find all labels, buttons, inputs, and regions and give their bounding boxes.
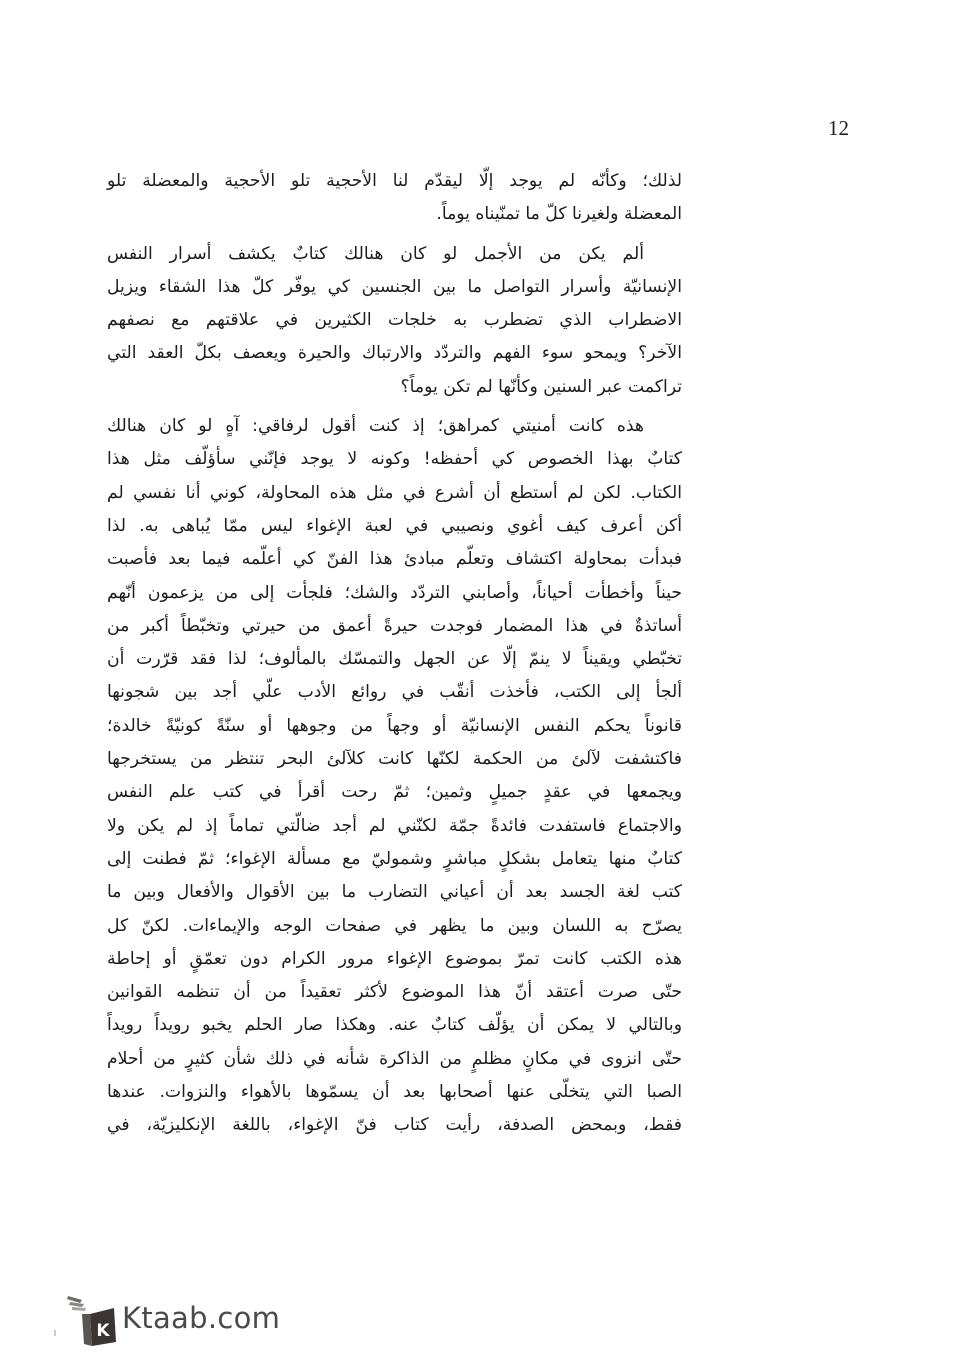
text-line: تخبّطي ويقيناً لا ينمّ إلّا عن الجهل والتمسّك بالمألوف؛ لذا فقد قرّرت أن bbox=[107, 649, 682, 670]
text-line: الإنسانيّة وأسرار التواصل ما بين الجنسين كي يوفّر كلّ هذا الشقاء ويزيل bbox=[107, 276, 682, 297]
text-line: الصبا التي يتخلّى عنها أصحابها بعد أن يسمّوها بالأهواء والنزوات. عندها bbox=[107, 1082, 682, 1103]
text-line: فقط، وبمحض الصدفة، رأيت كتاب فنّ الإغواء، باللغة الإنكليزيّة، في bbox=[107, 1115, 682, 1136]
paragraph-3 bbox=[107, 410, 682, 1143]
text-line: كتابٌ منها يتعامل بشكلٍ مباشرٍ وشموليّ مع مسألة الإغواء؛ ثمّ فطنت إلى bbox=[107, 848, 682, 869]
text-line: هذه الكتب كانت تمرّ بموضوع الإغواء مرور الكرام دون تعمّقٍ أو إحاطة bbox=[107, 948, 682, 969]
text-line: حتّى انزوى في مكانٍ مظلمٍ من الذاكرة شأنه في ذلك شأن كثيرٍ من أحلام bbox=[107, 1048, 682, 1069]
text-line: لذلك؛ وكأنّه لم يوجد إلّا ليقدّم لنا الأحجية تلو الأحجية والمعضلة تلو bbox=[107, 171, 682, 191]
text-line: الكتاب. لكن لم أستطع أن أشرع في مثل هذه المحاولة، كوني أنا نفسي لم bbox=[107, 482, 682, 503]
logo-letter: K bbox=[96, 1321, 110, 1341]
text-line: فاكتشفت لآلئ من الحكمة لكنّها كانت كلآلئ البحر تنتظر من يستخرجها bbox=[107, 749, 682, 770]
paragraph-2 bbox=[107, 238, 682, 404]
page-number: 12 bbox=[828, 116, 849, 140]
text-line: وبالتالي لا يمكن أن يؤلّف كتابٌ عنه. وهكذا صار الحلم يخبو رويداً رويداً bbox=[107, 1015, 682, 1036]
text-line: الآخر؟ ويمحو سوء الفهم والتردّد والارتباك والحيرة ويعصف بكلّ العقد التي bbox=[107, 343, 682, 364]
open-book-icon bbox=[60, 1288, 120, 1348]
text-line: حتّى صرت أعتقد أنّ هذا الموضوع لأكثر تعقيداً من أن تنظمه القوانين bbox=[107, 982, 682, 1003]
text-line: ألم يكن من الأجمل لو كان هنالك كتابٌ يكشف أسرار النفس bbox=[107, 243, 644, 264]
text-line: حيناً وأخطأت أحياناً، وأصابني التردّد والشك؛ فلجأت إلى من يزعمون أنّهم bbox=[107, 582, 682, 603]
text-line: ويجمعها في عقدٍ جميلٍ وثمين؛ ثمّ رحت أقرأ في كتب علم النفس bbox=[107, 782, 682, 803]
text-line: كتابٌ بهذا الخصوص كي أحفظه! وكونه لا يوجد فإنّني سأؤلّف مثل هذا bbox=[107, 449, 682, 470]
ktaab-logo[interactable] bbox=[60, 1288, 300, 1348]
text-line: تراكمت عبر السنين وكأنّها لم تكن يوماً؟ bbox=[400, 376, 682, 397]
paragraph-1 bbox=[107, 165, 682, 232]
text-line: أساتذةٌ في هذا المضمار فوجدت حيرةً أعمق من حيرتي وتخبّطاً أكبر من bbox=[107, 615, 682, 636]
text-line: الاضطراب الذي تضطرب به خلجات الكثيرين في علاقتهم مع نصفهم bbox=[107, 310, 682, 331]
text-line: أكن أعرف كيف أغوي ونصيبي في لعبة الإغواء ليس ممّا يُباهى به. لذا bbox=[107, 515, 682, 536]
text-line: كتب لغة الجسد بعد أن أعياني التضارب ما بين الأقوال والأفعال وبين ما bbox=[107, 882, 682, 903]
margin-mark bbox=[54, 1330, 56, 1336]
logo-text: Ktaab.com bbox=[122, 1301, 281, 1335]
text-line: المعضلة ولغيرنا كلّ ما تمنّيناه يوماً. bbox=[436, 204, 682, 225]
text-line: فبدأت بمحاولة اكتشاف وتعلّم مبادئ هذا الفنّ كي أعلّمه فيما بعد فأصبت bbox=[107, 549, 682, 570]
text-line: هذه كانت أمنيتي كمراهق؛ إذ كنت أقول لرفاقي: آهٍ لو كان هنالك bbox=[107, 416, 644, 437]
body-text bbox=[107, 165, 682, 1143]
text-line: يصرّح به اللسان وبين ما يظهر في صفحات الوجه والإيماءات. لكنّ كل bbox=[107, 915, 682, 936]
text-line: والاجتماع فاستفدت فائدةً جمّة لكنّني لم أجد ضالّتي تماماً إذ لم يكن ولا bbox=[107, 815, 682, 836]
text-line: قانوناً يحكم النفس الإنسانيّة أو وجهاً من وجوهها أو سنّةً كونيّةً خالدة؛ bbox=[107, 715, 682, 736]
text-line: ألجأ إلى الكتب، فأخذت أنقّب في روائع الأدب علّي أجد بين شجونها bbox=[107, 682, 682, 703]
